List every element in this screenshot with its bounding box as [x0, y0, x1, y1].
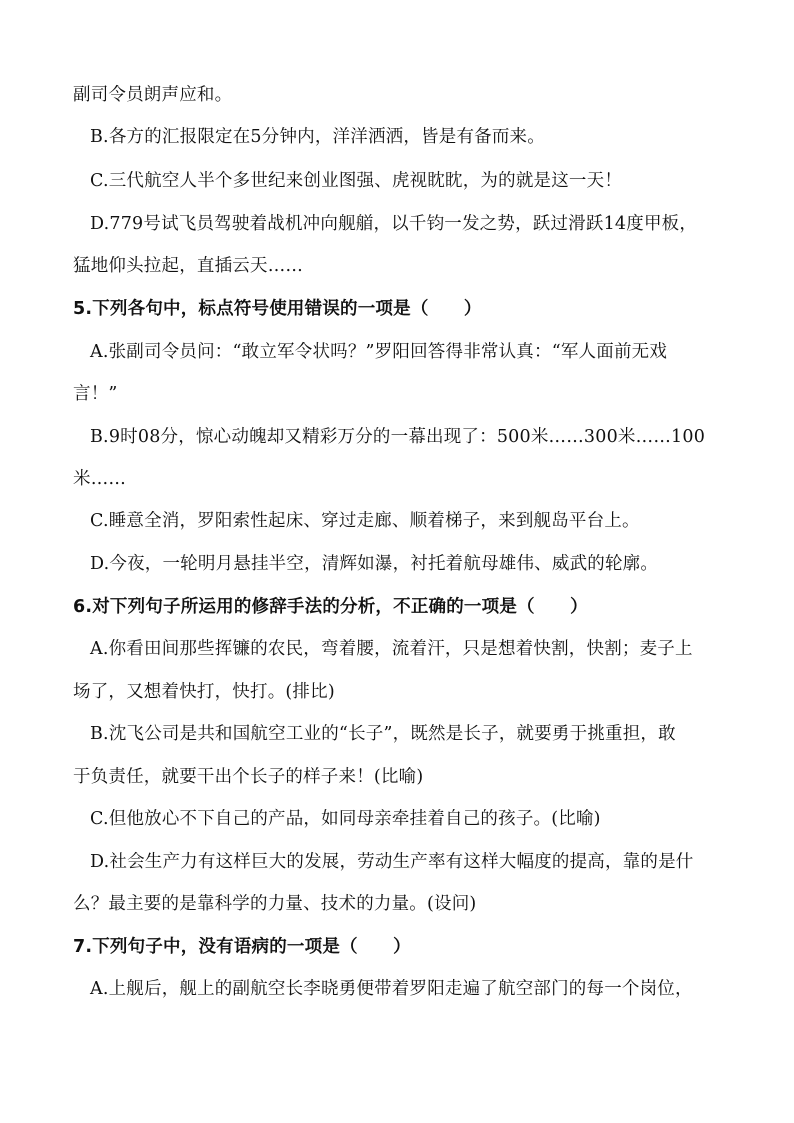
text-line: 米……	[73, 469, 127, 489]
option-a: A.你看田间那些挥镰的农民，弯着腰，流着汗，只是想着快割，快割；麦子上	[90, 639, 693, 659]
option-a: A.张副司令员问：“敢立军令状吗？”罗阳回答得非常认真：“军人面前无戏	[90, 342, 668, 362]
text-line: 副司令员朗声应和。	[73, 85, 233, 105]
text-line: 于负责任，就要干出个长子的样子来！(比喻)	[73, 767, 424, 787]
option-c: C.睡意全消，罗阳索性起床、穿过走廊、顺着梯子，来到舰岛平台上。	[90, 511, 640, 531]
text-line: 猛地仰头拉起，直插云天……	[73, 256, 304, 276]
question-7: 7.下列句子中，没有语病的一项是（ ）	[73, 937, 411, 957]
option-b: B.9时08分，惊心动魄却又精彩万分的一幕出现了：500米……300米……100	[90, 427, 706, 447]
text-line: 言！”	[73, 384, 118, 404]
question-6: 6.对下列句子所运用的修辞手法的分析，不正确的一项是（ ）	[73, 597, 588, 617]
question-5: 5.下列各句中，标点符号使用错误的一项是（ ）	[73, 299, 482, 319]
option-d: D.社会生产力有这样巨大的发展，劳动生产率有这样大幅度的提高，靠的是什	[90, 852, 694, 872]
option-d: D.779号试飞员驾驶着战机冲向舰艏，以千钧一发之势，跃过滑跃14度甲板，	[90, 214, 698, 234]
text-line: 么？最主要的是靠科学的力量、技术的力量。(设问)	[73, 894, 477, 914]
option-c: C.三代航空人半个多世纪来创业图强、虎视眈眈，为的就是这一天！	[90, 171, 623, 191]
text-line: 场了，又想着快打，快打。(排比)	[73, 682, 335, 702]
option-d: D.今夜，一轮明月悬挂半空，清辉如瀑，衬托着航母雄伟、威武的轮廓。	[90, 554, 659, 574]
option-b: B.各方的汇报限定在5分钟内，洋洋洒洒，皆是有备而来。	[90, 127, 545, 147]
option-b: B.沈飞公司是共和国航空工业的“长子”，既然是长子，就要勇于挑重担，敢	[90, 724, 676, 744]
option-a: A.上舰后，舰上的副航空长李晓勇便带着罗阳走遍了航空部门的每一个岗位，	[90, 979, 693, 999]
option-c: C.但他放心不下自己的产品，如同母亲牵挂着自己的孩子。(比喻)	[90, 809, 601, 829]
